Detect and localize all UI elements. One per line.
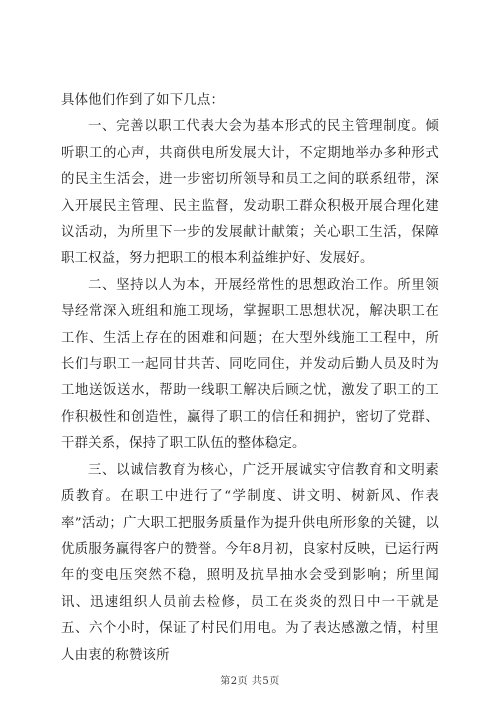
paragraph-section-2: 二、坚持以人为本，开展经常性的思想政治工作。所里领导经常深入班组和施工现场，掌握职工思想状况，解决职工在工作、生活上存在的困难和问题；在大型外线施工工程中，所长们与职工一起同甘共苦、同吃同住，并发动后勤人员及时为工地送饭送水，帮助一线职工解决后顾之忧，激发了职工的工作积极性和创造性，赢得了职工的信任和拥护，密切了党群、干群关系，保持了职工队伍的整体稳定。	[61, 277, 439, 452]
paragraph-section-3: 三、以诚信教育为核心，广泛开展诚实守信教育和文明素质教育。在职工中进行了“学制度、讲文明、树新风、作表率”活动；广大职工把服务质量作为提升供电所形象的关键，以优质服务赢得客户的赞誉。今年8月初，良家村反映，已运行两年的变电压突然不稳，照明及抗旱抽水会受到影响；所里闻讯、迅速组织人员前去检修，员工在炎炎的烈日中一干就是五、六个小时，保证了村民们用电。为了表达感激之情，村里人由衷的称赞该所	[61, 462, 439, 663]
page-footer: 第2页 共5页	[220, 676, 280, 687]
paragraph-intro: 具体他们作到了如下几点：	[61, 93, 225, 108]
paragraph-section-1: 一、完善以职工代表大会为基本形式的民主管理制度。倾听职工的心声，共商供电所发展大计，不定期地举办多种形式的民主生活会，进一步密切所领导和员工之间的联系纽带，深入开展民主管理、民主监督，发动职工群众积极开展合理化建议活动，为所里下一步的发展献计献策；关心职工生活，保障职工权益，努力把职工的根本利益维护好、发展好。	[61, 119, 439, 267]
document-body	[61, 88, 439, 669]
